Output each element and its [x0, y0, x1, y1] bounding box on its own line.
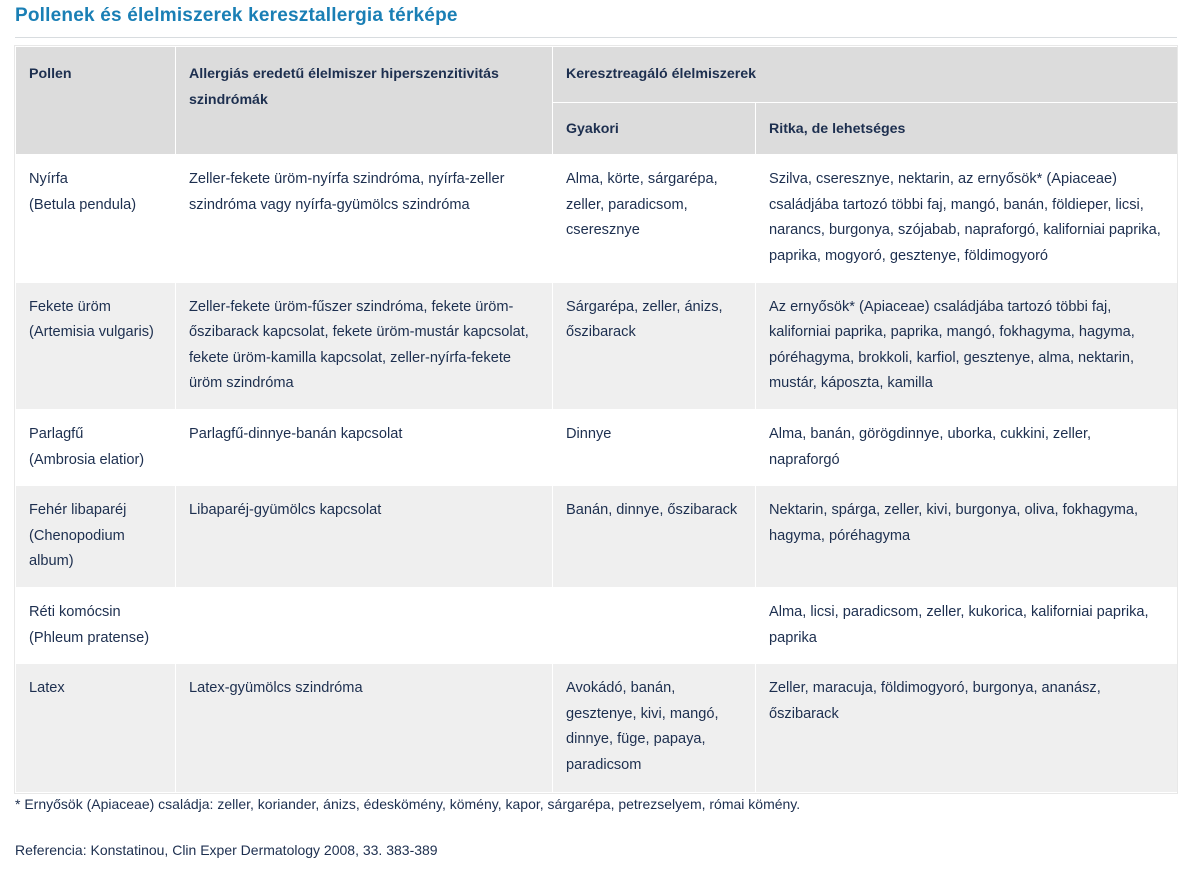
- header-rare: Ritka, de lehetséges: [756, 102, 1178, 155]
- rare-foods-cell: Alma, banán, görögdinnye, uborka, cukkini, zeller, napraforgó: [756, 409, 1178, 485]
- pollen-latin: (Artemisia vulgaris): [29, 324, 154, 341]
- header-pollen: Pollen: [16, 47, 176, 155]
- footnote: * Ernyősök (Apiaceae) családja: zeller, koriander, ánizs, édeskömény, kömény, kapor, sárgarépa, petrezselyem, római kömény.: [15, 796, 801, 812]
- rare-foods-cell: Alma, licsi, paradicsom, zeller, kukorica, kaliforniai paprika, paprika: [756, 587, 1178, 663]
- pollen-cell: [16, 664, 176, 793]
- pollen-cell: [16, 587, 176, 663]
- pollen-name: Nyírfa: [29, 171, 68, 188]
- syndrome-cell: Latex-gyümölcs szindróma: [176, 664, 553, 793]
- pollen-name: Fekete üröm: [29, 298, 111, 315]
- common-foods-cell: Avokádó, banán, gesztenye, kivi, mangó, dinnye, füge, papaya, paradicsom: [553, 664, 756, 793]
- pollen-latin: (Ambrosia elatior): [29, 451, 145, 468]
- pollen-latin: (Chenopodium album): [29, 527, 125, 570]
- header-syndrome: Allergiás eredetű élelmiszer hiperszenzitivitás szindrómák: [176, 47, 553, 155]
- pollen-cell: [16, 486, 176, 588]
- table-row: [16, 282, 1178, 409]
- reference: Referencia: Konstatinou, Clin Exper Dermatology 2008, 33. 383-389: [15, 842, 438, 858]
- syndrome-cell: Zeller-fekete üröm-fűszer szindróma, fekete üröm-őszibarack kapcsolat, fekete üröm-mustár kapcsolat, fekete üröm-kamilla kapcsolat, zeller-nyírfa-fekete üröm szindróma: [176, 282, 553, 409]
- pollen-name: Latex: [29, 680, 65, 697]
- syndrome-cell: [176, 587, 553, 663]
- common-foods-cell: Banán, dinnye, őszibarack: [553, 486, 756, 588]
- syndrome-cell: Parlagfű-dinnye-banán kapcsolat: [176, 409, 553, 485]
- header-common: Gyakori: [553, 102, 756, 155]
- pollen-latin: (Betula pendula): [29, 196, 137, 213]
- pollen-cell: [16, 282, 176, 409]
- rare-foods-cell: Zeller, maracuja, földimogyoró, burgonya, ananász, őszibarack: [756, 664, 1178, 793]
- table-row: [16, 409, 1178, 485]
- table-header-row: [16, 47, 1178, 103]
- header-cross-reactive: Keresztreagáló élelmiszerek: [553, 47, 1178, 103]
- common-foods-cell: Dinnye: [553, 409, 756, 485]
- pollen-cell: [16, 409, 176, 485]
- common-foods-cell: [553, 587, 756, 663]
- table-row: [16, 587, 1178, 663]
- syndrome-cell: Libaparéj-gyümölcs kapcsolat: [176, 486, 553, 588]
- common-foods-cell: Sárgarépa, zeller, ánizs, őszibarack: [553, 282, 756, 409]
- common-foods-cell: Alma, körte, sárgarépa, zeller, paradicsom, cseresznye: [553, 155, 756, 282]
- rare-foods-cell: Nektarin, spárga, zeller, kivi, burgonya, oliva, fokhagyma, hagyma, póréhagyma: [756, 486, 1178, 588]
- pollen-cell: [16, 155, 176, 282]
- rare-foods-cell: Szilva, cseresznye, nektarin, az ernyősök* (Apiaceae) családjába tartozó többi faj, mangó, banán, földieper, licsi, narancs, burgonya, szójabab, napraforgó, kaliforniai paprika, paprika, mogyoró, gesztenye, földimogyoró: [756, 155, 1178, 282]
- page-title: Pollenek és élelmiszerek keresztallergia térképe: [15, 5, 458, 26]
- title-divider: [15, 37, 1177, 38]
- cross-allergy-table: [15, 46, 1178, 793]
- pollen-name: Réti komócsin: [29, 603, 121, 620]
- syndrome-cell: Zeller-fekete üröm-nyírfa szindróma, nyírfa-zeller szindróma vagy nyírfa-gyümölcs szindróma: [176, 155, 553, 282]
- pollen-latin: (Phleum pratense): [29, 629, 150, 646]
- rare-foods-cell: Az ernyősök* (Apiaceae) családjába tartozó többi faj, kaliforniai paprika, paprika, mangó, fokhagyma, hagyma, póréhagyma, brokkoli, karfiol, gesztenye, alma, nektarin, mustár, káposzta, kamilla: [756, 282, 1178, 409]
- table-row: [16, 486, 1178, 588]
- table-row: [16, 664, 1178, 793]
- pollen-name: Fehér libaparéj: [29, 502, 127, 519]
- table-row: [16, 155, 1178, 282]
- pollen-name: Parlagfű: [29, 425, 84, 442]
